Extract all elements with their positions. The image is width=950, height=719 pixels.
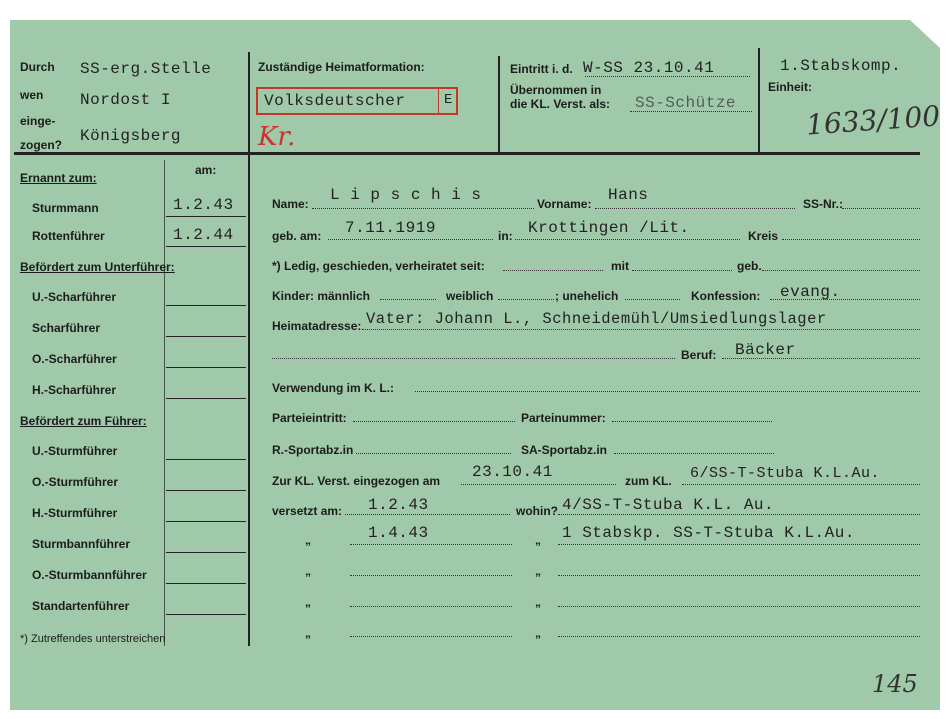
heimat-label: Zuständige Heimatformation: [258,60,425,74]
sturmbannfuehrer-label: Sturmbannführer [32,537,131,551]
stelle-line3: Königsberg [80,127,182,145]
unehelich-line [625,299,680,300]
eingezogen-line [461,484,616,485]
konfession-line [770,299,920,300]
sturmbannfuehrer-line [166,552,246,553]
ditto-mark: „ [535,626,541,640]
o-sturmbannfuehrer-line [166,583,246,584]
am-label: am: [195,163,217,177]
vorname-value: Hans [608,186,649,204]
o-scharfuehrer-label: O.-Scharführer [32,352,117,366]
beruf-value: Bäcker [735,341,796,359]
unehelich-label: ; unehelich [555,289,619,303]
heimat-stamp [256,87,458,115]
transfer-1-date-line [345,514,510,515]
eintritt-line [585,76,750,77]
vorname-line [595,208,795,209]
h-scharfuehrer-label: H.-Scharführer [32,383,117,397]
verwendung-line [415,391,920,392]
ditto-mark: „ [305,626,311,640]
u-scharfuehrer-label: U.-Scharführer [32,290,117,304]
scharfuehrer-line [166,336,246,337]
konfession-label: Konfession: [691,289,761,303]
uebernommen-label-2: die KL. Verst. als: [510,97,611,111]
konfession-value: evang. [780,283,841,301]
vorname-label: Vorname: [537,197,592,211]
parteieintritt-line [353,421,515,422]
sturmmann-date: 1.2.43 [173,196,234,214]
ditto-mark: „ [305,564,311,578]
date-column-rule [164,160,165,646]
kinder-label: Kinder: männlich [272,289,371,303]
sturmmann-line [166,216,246,217]
ditto-mark: „ [305,595,311,609]
transfer-3-date-line [350,575,512,576]
heimatadresse-line-2 [272,358,675,359]
rsport-line [356,453,511,454]
ss-nr-line [842,208,920,209]
u-sturmfuehrer-label: U.-Sturmführer [32,444,118,458]
transfer-5-dest-line [558,636,920,637]
eintritt-value: W-SS 23.10.41 [583,59,715,77]
heimatadresse-line [362,329,920,330]
footnote: *) Zutreffendes unterstreichen [20,633,166,645]
versetzt-label: versetzt am: [272,504,343,518]
mit-line [632,270,732,271]
o-scharfuehrer-line [166,367,246,368]
wohin-label: wohin? [516,504,558,518]
transfer-2-dest-line [558,544,920,545]
in-line [515,239,740,240]
kinder-line [380,299,436,300]
eingezogen-label: Zur KL. Verst. eingezogen am [272,474,441,488]
mit-label: mit [611,259,629,273]
in-value: Krottingen /Lit. [528,219,690,237]
stelle-line2: Nordost I [80,91,171,109]
ernannt-label: Ernannt zum: [20,171,97,185]
transfer-3-dest-line [558,575,920,576]
h-sturmfuehrer-label: H.-Sturmführer [32,506,118,520]
stamp-divider [438,89,439,113]
transfer-2-date: 1.4.43 [368,524,429,542]
page-number: 145 [872,670,918,698]
heimat-stamp-text: Volksdeutscher [264,92,406,110]
parteieintritt-label: Parteieintritt: [272,411,347,425]
o-sturmbannfuehrer-label: O.-Sturmbannführer [32,568,147,582]
parteinummer-label: Parteinummer: [521,411,606,425]
einheit-label: Einheit: [768,80,812,94]
ditto-mark: „ [305,533,311,547]
rsport-label: R.-Sportabz.in [272,443,354,457]
fuehrer-label: Befördert zum Führer: [20,414,147,428]
header-divider-1 [248,52,250,152]
transfer-1-dest: 4/SS-T-Stuba K.L. Au. [562,496,775,514]
eintritt-label: Eintritt i. d. [510,62,573,76]
zogen-label: zogen? [20,138,62,152]
parteinummer-line [612,421,772,422]
zum-kl-value: 6/SS-T-Stuba K.L.Au. [690,465,881,482]
weiblich-line [498,299,554,300]
uebernommen-value: SS-Schütze [635,94,737,112]
h-scharfuehrer-line [166,398,246,399]
durch-label: Durch [20,60,55,74]
in-label: in: [498,229,513,243]
beruf-line [722,358,920,359]
name-value: L i p s c h i s [330,186,482,204]
stelle-line1: SS-erg.Stelle [80,60,212,78]
uebernommen-label-1: Übernommen in [510,83,602,97]
rottenfuehrer-label: Rottenführer [32,229,105,243]
zum-kl-line [682,484,920,485]
transfer-2-date-line [350,544,512,545]
transfer-1-dest-line [558,514,920,515]
ditto-mark: „ [535,533,541,547]
heimat-red-mark: Kr. [258,122,296,152]
transfer-1-date: 1.2.43 [368,496,429,514]
standartenfuehrer-label: Standartenführer [32,599,130,613]
heimatadresse-label: Heimatadresse: [272,319,362,333]
transfer-2-dest: 1 Stabskp. SS-T-Stuba K.L.Au. [562,524,855,542]
ditto-mark: „ [535,564,541,578]
header-rule [14,152,920,155]
eingezogen-date: 23.10.41 [472,463,553,481]
name-line [312,208,534,209]
rottenfuehrer-date: 1.2.44 [173,226,234,244]
einheit-hand: 1633/100 [805,99,942,142]
transfer-4-date-line [350,606,512,607]
geb-line [762,270,920,271]
o-sturmfuehrer-line [166,490,246,491]
heimat-stamp-letter: E [444,92,453,108]
h-sturmfuehrer-line [166,521,246,522]
einheit-typed: 1.Stabskomp. [780,57,902,75]
header-divider-2 [498,56,500,152]
geb-am-label: geb. am: [272,229,322,243]
u-sturmfuehrer-line [166,459,246,460]
ledig-label: *) Ledig, geschieden, verheiratet seit: [272,259,485,273]
kreis-line [782,239,920,240]
scharfuehrer-label: Scharführer [32,321,101,335]
einge-label: einge- [20,114,56,128]
u-scharfuehrer-line [166,305,246,306]
transfer-4-dest-line [558,606,920,607]
ditto-mark: „ [535,595,541,609]
wen-label: wen [20,88,44,102]
geb-label: geb. [737,259,762,273]
geb-am-line [328,239,493,240]
sasport-line [614,453,774,454]
geb-am-value: 7.11.1919 [345,219,436,237]
beruf-label: Beruf: [681,348,717,362]
rottenfuehrer-line [166,246,246,247]
ledig-line [503,270,603,271]
name-label: Name: [272,197,309,211]
heimatadresse-value: Vater: Johann L., Schneidemühl/Umsiedlungslager [366,310,827,328]
left-column-rule [248,152,250,646]
uebernommen-line [630,111,752,112]
transfer-5-date-line [350,636,512,637]
sturmmann-label: Sturmmann [32,201,99,215]
verwendung-label: Verwendung im K. L.: [272,381,395,395]
unterfuehrer-label: Befördert zum Unterführer: [20,260,175,274]
header-divider-3 [758,48,760,152]
ss-nr-label: SS-Nr.: [803,197,844,211]
kreis-label: Kreis [748,229,779,243]
zum-kl-label: zum KL. [625,474,672,488]
standartenfuehrer-line [166,614,246,615]
weiblich-label: weiblich [446,289,494,303]
o-sturmfuehrer-label: O.-Sturmführer [32,475,119,489]
sasport-label: SA-Sportabz.in [521,443,607,457]
